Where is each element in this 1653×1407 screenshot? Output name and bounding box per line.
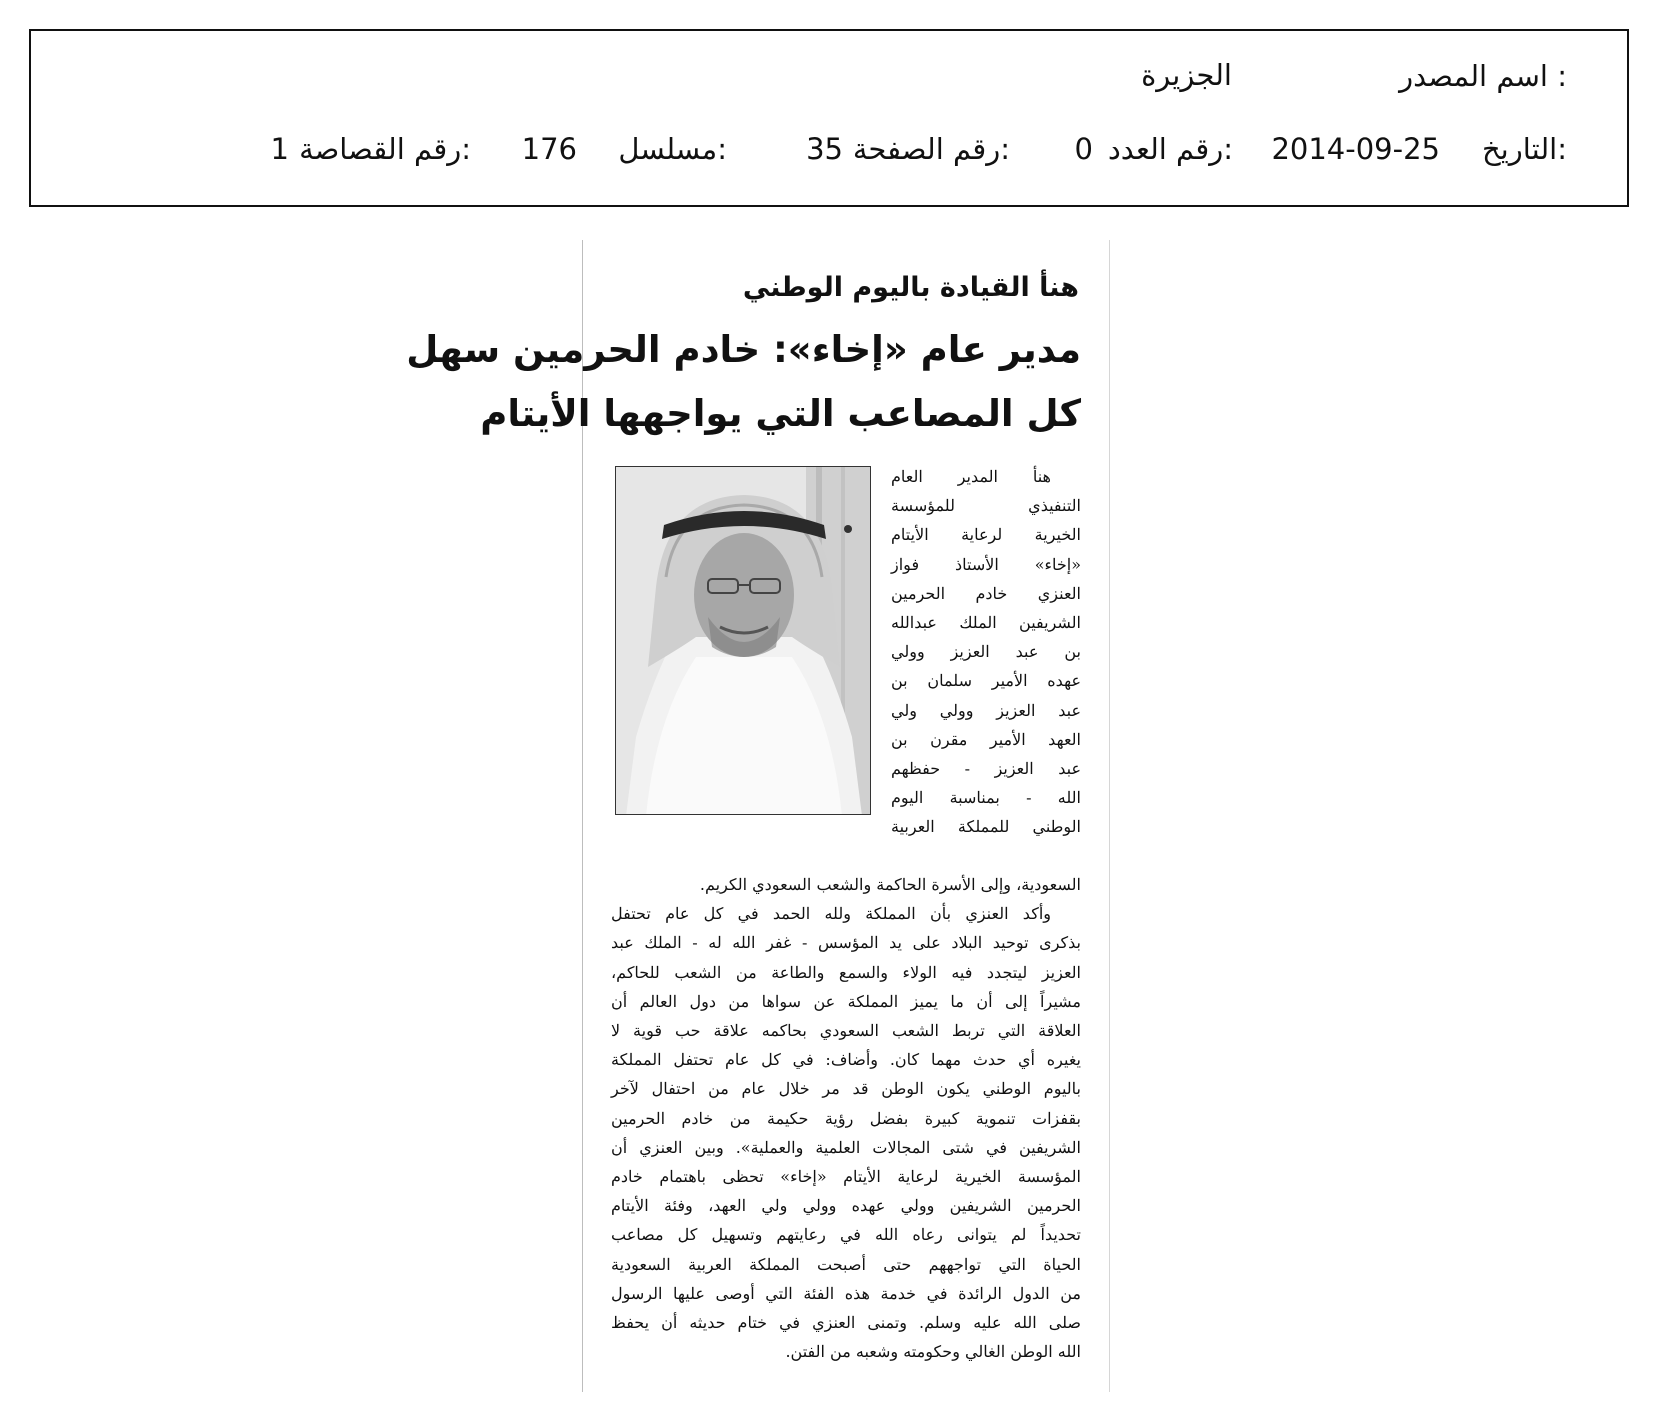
page-label: رقم الصفحة:	[852, 132, 1010, 166]
article-headline	[406, 318, 1081, 446]
clip-label: رقم القصاصة:	[299, 132, 471, 166]
date-value: 2014-09-25	[1271, 132, 1440, 166]
text-line: الله - بمناسبة اليوم	[891, 788, 1081, 808]
date-label: التاريخ:	[1481, 132, 1567, 166]
text-line: الشريفين في شتى المجالات العلمية والعملية». وبين العنزي أن	[611, 1137, 1081, 1157]
text-line: الشريفين الملك عبدالله	[891, 613, 1081, 633]
text-line: من الدول الرائدة في خدمة هذه الفئة التي أوصى عليها الرسول	[611, 1283, 1081, 1303]
text-line: باليوم الوطني يكون الوطن قد مر خلال عام من احتفال لآخر	[611, 1079, 1081, 1099]
text-line: هنأ المدير العام	[891, 467, 1051, 486]
text-line: بذكرى توحيد البلاد على يد المؤسس - غفر الله له - الملك عبد	[611, 933, 1081, 953]
text-line: وأكد العنزي بأن المملكة ولله الحمد في كل عام تحتفل	[611, 904, 1051, 924]
text-line: العزيز ليتجدد فيه الولاء والسمع والطاعة من الشعب للحاكم،	[611, 962, 1081, 982]
text-line: الحرمين الشريفين وولي عهده وولي ولي العهد، وفئة الأيتام	[611, 1196, 1081, 1216]
text-line: عبد العزيز وولي ولي	[891, 700, 1081, 720]
source-label: اسم المصدر :	[1399, 59, 1567, 93]
serial-value: 176	[521, 132, 577, 166]
text-line: العنزي خادم الحرمين	[891, 583, 1081, 603]
portrait-photo	[615, 466, 871, 815]
source-info-box	[29, 29, 1629, 207]
text-line: الخيرية لرعاية الأيتام	[891, 525, 1081, 545]
page-value: 35	[806, 132, 843, 166]
text-line: عبد العزيز - حفظهم	[891, 759, 1081, 779]
headline-line: كل المصاعب التي يواجهها الأيتام	[480, 392, 1081, 435]
newspaper-clipping	[406, 240, 1110, 1392]
text-line: المؤسسة الخيرية لرعاية الأيتام «إخاء» تحظى باهتمام خادم	[611, 1167, 1081, 1187]
text-line: صلى الله عليه وسلم. وتمنى العنزي في ختام حديثه أن يحفظ	[611, 1313, 1081, 1333]
article-kicker: هنأ القيادة باليوم الوطني	[742, 272, 1079, 303]
issue-label: رقم العدد:	[1107, 132, 1233, 166]
article-body	[611, 870, 1081, 1366]
text-line: الوطني للمملكة العربية	[891, 817, 1081, 837]
text-line: مشيراً إلى أن ما يميز المملكة عن سواها من دول العالم أن	[611, 991, 1081, 1011]
text-line: يغيره أي حدث مهما كان. وأضاف: في كل عام تحتفل المملكة	[611, 1050, 1081, 1070]
text-line: السعودية، وإلى الأسرة الحاكمة والشعب السعودي الكريم.	[699, 875, 1081, 894]
text-line: العلاقة التي تربط الشعب السعودي بحاكمه علاقة حب قوية لا	[611, 1021, 1081, 1041]
portrait-illustration	[616, 467, 871, 815]
text-line: تحديداً لم يتوانى رعاه الله في رعايتهم وتسهيل كل مصاعب	[611, 1225, 1081, 1245]
text-line: بقفزات تنموية كبيرة بفضل رؤية حكيمة من خادم الحرمين	[611, 1108, 1081, 1128]
text-line: التنفيذي للمؤسسة	[891, 496, 1081, 516]
issue-value: 0	[1074, 132, 1093, 166]
source-value: الجزيرة	[1141, 58, 1232, 92]
text-line: عهده الأمير سلمان بن	[891, 671, 1081, 691]
headline-line: مدير عام «إخاء»: خادم الحرمين سهل	[406, 328, 1081, 371]
serial-label: مسلسل:	[618, 132, 727, 166]
clip-value: 1	[270, 132, 289, 166]
text-line: الله الوطن الغالي وحكومته وشعبه من الفتن.	[785, 1342, 1081, 1362]
article-intro-column	[891, 462, 1081, 842]
text-line: «إخاء» الأستاذ فواز	[891, 554, 1081, 574]
text-line: الحياة التي تواجههم حتى أصبحت المملكة العربية السعودية	[611, 1254, 1081, 1274]
text-line: بن عبد العزيز وولي	[891, 642, 1081, 662]
text-line: العهد الأمير مقرن بن	[891, 729, 1081, 749]
